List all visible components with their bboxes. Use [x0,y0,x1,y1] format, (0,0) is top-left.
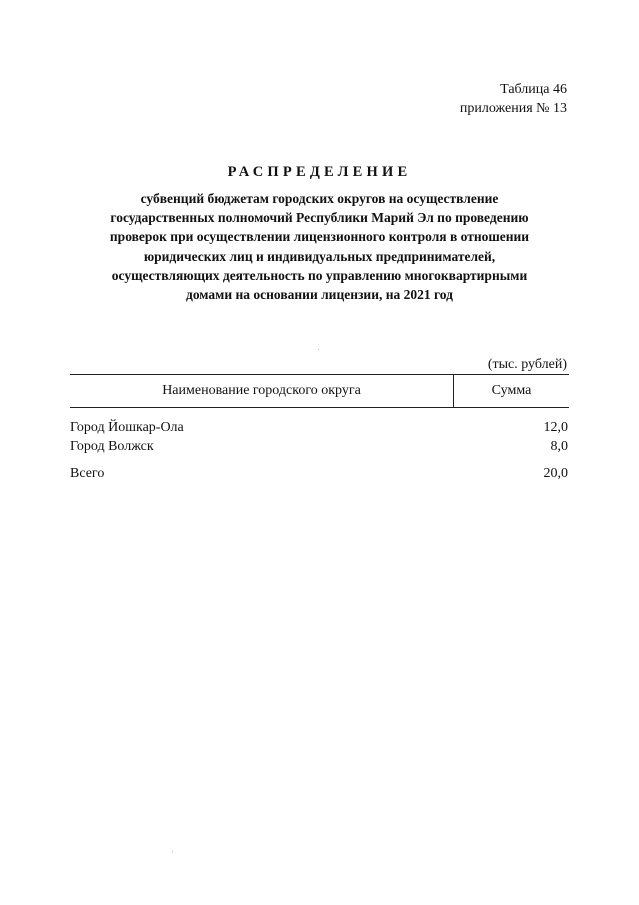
subtitle-line: субвенций бюджетам городских округов на осуществление [140,191,499,206]
document-subtitle [60,189,579,304]
table-row [70,437,568,456]
subtitle-line: юридических лиц и индивидуальных предпринимателей, [143,248,496,264]
scan-speck [318,349,319,350]
table-header [70,374,569,408]
document-title: РАСПРЕДЕЛЕНИЕ [227,164,412,180]
table-row [70,418,568,437]
row-amount: 12,0 [543,420,568,435]
table-number: Таблица 46 [500,82,567,97]
subtitle-line: проверок при осуществлении лицензионного контроля в отношении [109,229,530,245]
subtitle-line: осуществляющих деятельность по управлению многоквартирными [111,267,528,283]
total-label: Всего [70,466,105,481]
subtitle-line: государственных полномочий Республики Марий Эл по проведению [110,210,529,226]
total-amount: 20,0 [543,466,568,481]
units-note: (тыс. рублей) [487,357,567,372]
column-header-sum: Сумма [491,383,532,398]
scan-speck [172,851,173,852]
appendix-number: приложения № 13 [459,101,567,116]
column-header-name: Наименование городского округа [70,375,454,407]
table-reference [460,80,567,118]
row-amount: 8,0 [550,439,568,454]
row-name: Город Йошкар-Ола [70,420,184,435]
subtitle-line: домами на основании лицензии, на 2021 год [185,287,453,303]
table-total-row [70,464,568,483]
row-name: Город Волжск [70,439,154,454]
table-body [70,418,568,483]
